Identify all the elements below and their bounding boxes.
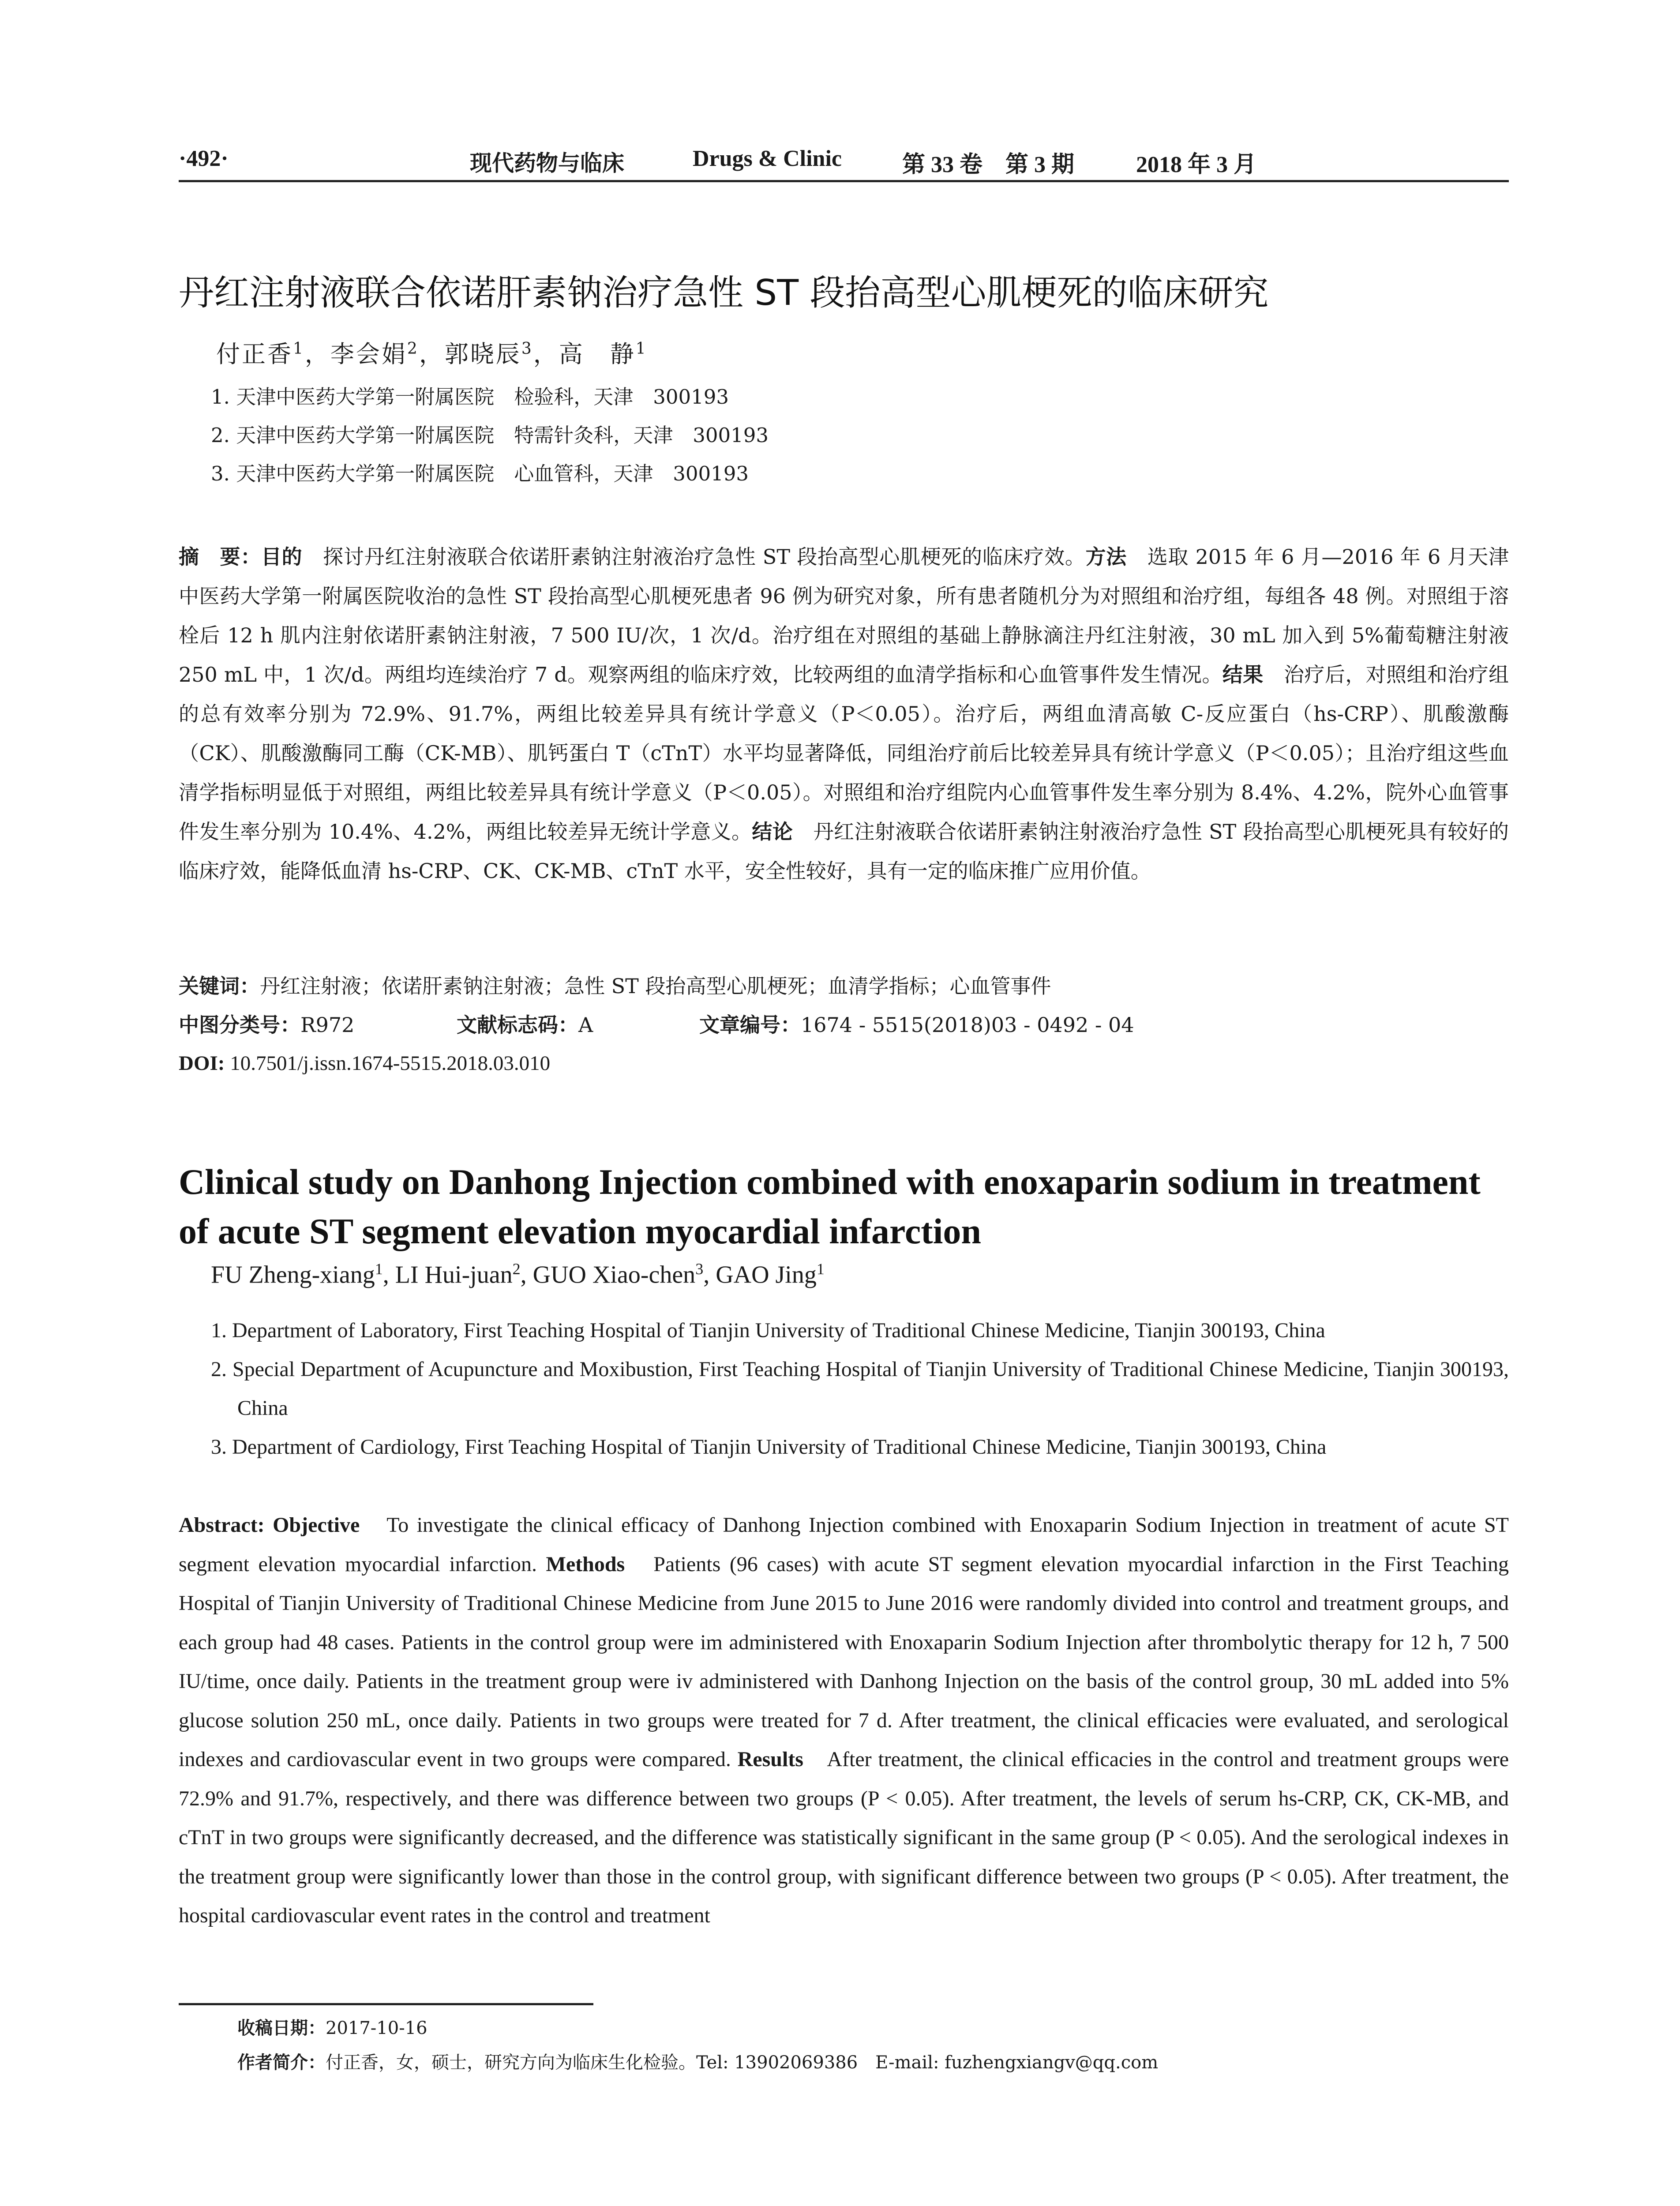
article-no-label: 文章编号： (699, 1013, 801, 1037)
doi-line (179, 1046, 550, 1081)
author-name: 郭晓辰 (444, 340, 521, 368)
keywords-cn (179, 968, 1509, 1004)
journal-name-en: Drugs & Clinic (693, 146, 842, 171)
clc-value: R972 (300, 1013, 355, 1037)
article-title-en: Clinical study on Danhong Injection combined with enoxaparin sodium in treatment of acute ST segment elevation myocardial infarction (179, 1162, 1481, 1252)
affiliation-en: 2. Special Department of Acupuncture and Moxibustion, First Teaching Hospital of Tianjin University of Traditional Chinese Medicine, Tianjin 300193, China (211, 1358, 1509, 1420)
affiliation-marker: 1 (375, 1260, 383, 1278)
abstract-label: 摘 要： (179, 545, 261, 569)
affiliation-marker: 2 (407, 340, 419, 358)
footnote-rule (179, 2003, 593, 2005)
affiliation-en: 3. Department of Cardiology, First Teaching Hospital of Tianjin University of Traditional Chinese Medicine, Tianjin 300193, China (211, 1435, 1327, 1459)
author-list-cn: 付正香$^1$，李会娟$^2$，郭晓辰$^3$，高 静$^1$ (216, 340, 648, 368)
doi-label: DOI: (179, 1052, 225, 1075)
methods-text: Patients (96 cases) with acute ST segment elevation myocardial infarction in the First Teaching Hospital of Tianjin University of Traditional Chinese Medicine from June 2015 to June 2016 were randomly divided into control and treatment groups, and each group had 48 cases. Patients in the control group were im administered with Enoxaparin Sodium Injection after thrombolytic therapy for 12 h, 7 500 IU/time, once daily. Patients in the treatment group were iv administered with Danhong Injection on the basis of the control group, 30 mL added into 5% glucose solution 250 mL, once daily. Patients in two groups were treated for 7 d. After treatment, the clinical efficacies were evaluated, and serological indexes and cardiovascular event in two groups were compared. (179, 1552, 1509, 1771)
classification-line (179, 1007, 1509, 1043)
affiliation-marker: 1 (293, 340, 305, 358)
volume-issue: 第 33 卷 第 3 期 (902, 152, 1075, 177)
doc-code-value: A (578, 1013, 593, 1037)
received-label: 收稿日期： (237, 2018, 326, 2038)
affiliation-marker: 1 (635, 340, 648, 358)
affiliation-cn: 2. 天津中医药大学第一附属医院 特需针灸科，天津 300193 (211, 424, 769, 447)
conclusion-label: 结论 (752, 820, 793, 844)
author-name: FU Zheng-xiang (211, 1261, 375, 1289)
received-date: 2017-10-16 (326, 2018, 428, 2038)
page-number: ·492· (179, 146, 229, 171)
affiliation-marker: 2 (512, 1260, 521, 1278)
affiliation-marker: 1 (816, 1260, 825, 1278)
affiliation-marker: 3 (521, 340, 533, 358)
abstract-en (179, 1506, 1509, 1936)
author-bio-text: 付正香，女，硕士，研究方向为临床生化检验。Tel: 13902069386 E-mail: fuzhengxiangv@qq.com (326, 2052, 1159, 2073)
footnote-author-bio (237, 2049, 1158, 2076)
methods-text: 选取 2015 年 6 月—2016 年 6 月天津中医药大学第一附属医院收治的急性 ST 段抬高型心肌梗死患者 96 例为研究对象，所有患者随机分为对照组和治疗组，每组各 48 例。对照组于溶栓后 12 h 肌内注射依诺肝素钠注射液，7 500 IU/次，1 次/d。治疗组在对照组的基础上静脉滴注丹红注射液，30 mL 加入到 5%葡萄糖注射液 250 mL 中，1 次/d。两组均连续治疗 7 d。观察两组的临床疗效，比较两组的血清学指标和心血管事件发生情况。 (179, 545, 1509, 687)
affiliation-cn: 1. 天津中医药大学第一附属医院 检验科，天津 300193 (211, 385, 729, 409)
author-bio-label: 作者简介： (237, 2052, 326, 2073)
affiliation-cn: 3. 天津中医药大学第一附属医院 心血管科，天津 300193 (211, 462, 749, 485)
results-label: Results (737, 1748, 803, 1771)
affiliation-marker: 3 (695, 1260, 704, 1278)
results-text: After treatment, the clinical efficacies in the control and treatment groups were 72.9% and 91.7%, respectively, and there was difference between two groups (P < 0.05). After treatment, the levels of serum hs-CRP, CK, CK-MB, and cTnT in two groups were significantly decreased, and the difference was statistically significant in the same group (P < 0.05). And the serological indexes in the treatment group were significantly lower than those in the control group, with significant difference between two groups (P < 0.05). After treatment, the hospital cardiovascular event rates in the control and treatment (179, 1748, 1509, 1927)
results-label: 结果 (1222, 663, 1264, 687)
conclusion-text: 丹红注射液联合依诺肝素钠注射液治疗急性 ST 段抬高型心肌梗死具有较好的临床疗效，能降低血清 hs-CRP、CK、CK-MB、cTnT 水平，安全性较好，具有一定的临床推广应用价值。 (179, 820, 1509, 883)
doi-value: 10.7501/j.issn.1674-5515.2018.03.010 (230, 1052, 551, 1075)
author-name: 高 静 (559, 340, 636, 368)
journal-name-cn: 现代药物与临床 (470, 150, 624, 176)
footnote-received (237, 2015, 428, 2041)
article-title-cn: 丹红注射液联合依诺肝素钠治疗急性 ST 段抬高型心肌梗死的临床研究 (179, 272, 1269, 313)
methods-label: Methods (546, 1552, 625, 1576)
author-name: GUO Xiao-chen (532, 1261, 696, 1289)
author-list-en: FU Zheng-xiang$^1$, LI Hui-juan$^2$, GUO Xiao-chen$^3$, GAO Jing$^1$ (211, 1260, 825, 1289)
clc-label: 中图分类号： (179, 1013, 300, 1037)
doc-code-label: 文献标志码： (457, 1013, 578, 1037)
author-name: GAO Jing (716, 1261, 817, 1289)
results-text: 治疗后，对照组和治疗组的总有效率分别为 72.9%、91.7%，两组比较差异具有统计学意义（P＜0.05）。治疗后，两组血清高敏 C-反应蛋白（hs-CRP）、肌酸激酶（CK）、肌酸激酶同工酶（CK-MB）、肌钙蛋白 T（cTnT）水平均显著降低，同组治疗前后比较差异具有统计学意义（P＜0.05）；且治疗组这些血清学指标明显低于对照组，两组比较差异具有统计学意义（P＜0.05）。对照组和治疗组院内心血管事件发生率分别为 8.4%、4.2%，院外心血管事件发生率分别为 10.4%、4.2%，两组比较差异无统计学意义。 (179, 663, 1509, 844)
article-no-value: 1674 - 5515(2018)03 - 0492 - 04 (801, 1013, 1134, 1037)
keywords-text: 丹红注射液；依诺肝素钠注射液；急性 ST 段抬高型心肌梗死；血清学指标；心血管事件 (260, 974, 1051, 998)
objective-text: 探讨丹红注射液联合依诺肝素钠注射液治疗急性 ST 段抬高型心肌梗死的临床疗效。 (323, 545, 1086, 569)
affiliation-en: 1. Department of Laboratory, First Teaching Hospital of Tianjin University of Traditional Chinese Medicine, Tianjin 300193, China (211, 1319, 1325, 1342)
running-head (179, 140, 1509, 182)
author-name: 李会娟 (330, 340, 407, 368)
author-name: 付正香 (216, 340, 293, 368)
objective-label: 目的 (261, 545, 303, 569)
issue-date: 2018 年 3 月 (1136, 152, 1257, 177)
author-name: LI Hui-juan (395, 1261, 513, 1289)
abstract-objective-label: Abstract: Objective (179, 1513, 360, 1537)
methods-label: 方法 (1085, 545, 1127, 569)
abstract-cn (179, 537, 1509, 891)
objective-text: To investigate the clinical efficacy of Danhong Injection combined with Enoxaparin Sodium Injection in treatment of acute ST segment elevation myocardial infarction. (179, 1513, 1509, 1576)
keywords-label: 关键词： (179, 974, 260, 998)
